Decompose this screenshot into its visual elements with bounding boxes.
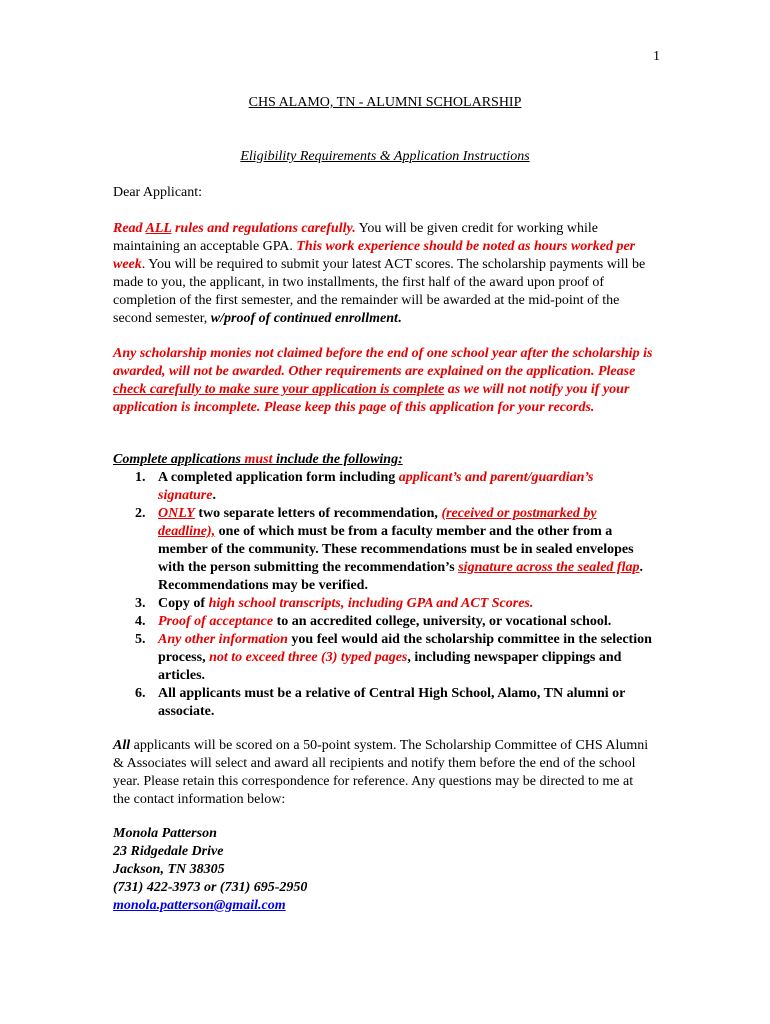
requirement-number: 3.	[135, 596, 146, 611]
requirement-emphasis: Any other information	[158, 632, 288, 647]
requirements-heading-b: include the following:	[272, 452, 403, 467]
requirements-section	[113, 451, 653, 721]
requirement-number: 4.	[135, 614, 146, 629]
requirement-text: one of which must be from a faculty member and the other from a member of the community. These recommendations must be in sealed envelopes with the person submitting the recommendation’s	[158, 524, 634, 575]
requirements-heading-must: must	[244, 452, 273, 467]
requirement-emphasis: not to exceed three (3) typed pages	[209, 650, 408, 665]
requirement-emphasis: high school transcripts, including GPA and ACT Scores.	[208, 596, 534, 611]
requirements-list	[113, 469, 653, 721]
requirement-number: 2.	[135, 506, 146, 521]
scoring-paragraph	[113, 737, 653, 809]
requirement-text: you feel would aid the scholarship committee in the selection process,	[158, 632, 652, 665]
requirement-item	[113, 685, 653, 721]
read-rules-all: ALL	[145, 221, 172, 236]
requirement-emphasis: (received or postmarked by deadline),	[158, 506, 597, 539]
requirement-item	[113, 469, 653, 505]
requirement-emphasis: signature across the sealed flap	[458, 560, 640, 575]
credit-text: You will be given credit for working while maintaining an acceptable GPA.	[113, 221, 598, 254]
requirement-number: 1.	[135, 470, 146, 485]
requirement-text: two separate letters of recommendation,	[194, 506, 442, 521]
page-subtitle: Eligibility Requirements & Application Instructions	[240, 149, 530, 164]
requirement-text: , including newspaper clippings and articles.	[158, 650, 622, 683]
requirement-text: to an accredited college, university, or vocational school.	[273, 614, 612, 629]
scoring-text: applicants will be scored on a 50-point system. The Scholarship Committee of CHS Alumni & Associates will select and award all recipients and notify them before the end of the school year. Please retain this correspondence for reference. Any questions may be directed to me at the contact information below:	[113, 738, 649, 807]
intro-paragraph	[113, 220, 653, 328]
requirement-text: All applicants must be a relative of Central High School, Alamo, TN alumni or associate.	[158, 686, 626, 719]
unclaimed-text-a: Any scholarship monies not claimed before the end of one school year after the scholarship is awarded, will not be awarded. Other requirements are explained on the application. Please	[113, 346, 653, 379]
salutation: Dear Applicant:	[113, 185, 203, 200]
contact-city: Jackson, TN 38305	[113, 862, 225, 877]
requirement-number: 5.	[135, 632, 146, 647]
contact-street: 23 Ridgedale Drive	[113, 844, 224, 859]
page-title: CHS ALAMO, TN - ALUMNI SCHOLARSHIP	[248, 95, 522, 110]
read-rules-suffix: rules and regulations carefully.	[171, 221, 356, 236]
act-scores-text: . You will be required to submit your latest ACT scores. The scholarship payments will be made to you, the applicant, in two installments, the first half of the award upon proof of completion of the first semester, and the remainder will be awarded at the mid-point of the second semester,	[113, 257, 646, 326]
requirement-item	[113, 613, 653, 631]
unclaimed-monies-paragraph	[113, 345, 653, 417]
requirements-heading	[113, 451, 653, 469]
scoring-all: All	[113, 738, 131, 753]
page-number: 1	[653, 49, 660, 64]
read-rules-prefix: Read	[113, 221, 146, 236]
requirement-emphasis: applicant’s and parent/guardian’s signature	[158, 470, 594, 503]
requirement-item	[113, 505, 653, 595]
contact-name: Monola Patterson	[113, 826, 217, 841]
proof-of-enrollment: w/proof of continued enrollment	[210, 311, 398, 326]
requirement-emphasis: ONLY	[158, 506, 195, 521]
requirement-number: 6.	[135, 686, 146, 701]
requirement-text: .	[212, 488, 216, 503]
requirement-emphasis: Proof of acceptance	[158, 614, 274, 629]
requirement-text: Copy of	[158, 596, 209, 611]
intro-end: .	[397, 311, 402, 326]
requirements-heading-a: Complete applications	[113, 452, 245, 467]
requirement-item	[113, 595, 653, 613]
check-complete-note: check carefully to make sure your application is complete	[113, 382, 445, 397]
requirement-text: . Recommendations may be verified.	[158, 560, 643, 593]
contact-phones: (731) 422-3973 or (731) 695-2950	[113, 880, 308, 895]
contact-block	[113, 825, 653, 915]
requirement-text: A completed application form including	[158, 470, 399, 485]
contact-email-link[interactable]: monola.patterson@gmail.com	[113, 898, 286, 913]
work-experience-note: This work experience should be noted as hours worked per week	[113, 239, 636, 272]
requirement-item	[113, 631, 653, 685]
unclaimed-text-b: as we will not notify you if your application is incomplete. Please keep this page of this application for your records.	[113, 382, 630, 415]
